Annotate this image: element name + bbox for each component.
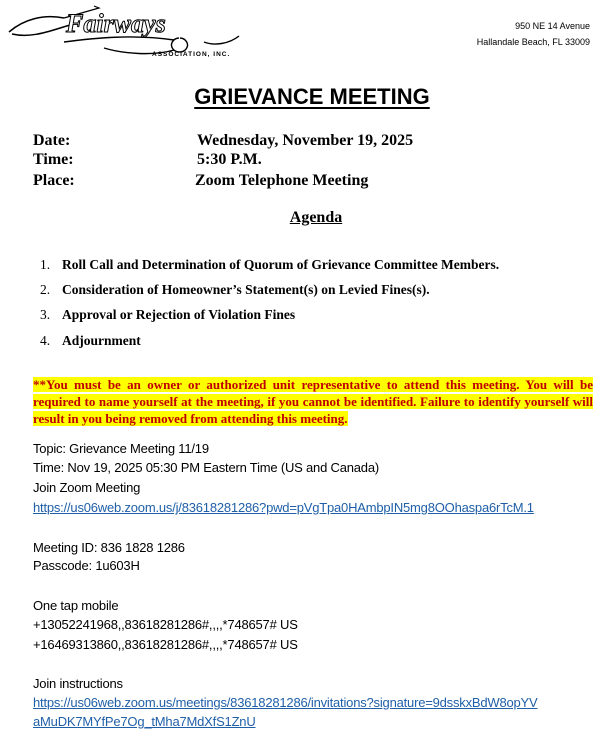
one-tap-label: One tap mobile: [33, 598, 119, 613]
agenda-item-text: Approval or Rejection of Violation Fines: [62, 307, 296, 322]
time-label: Time:: [33, 151, 74, 168]
agenda-item-text: Consideration of Homeowner’s Statement(s) on Levied Fines(s).: [62, 282, 430, 297]
meeting-id: Meeting ID: 836 1828 1286: [33, 540, 185, 555]
agenda-item-text: Adjournment: [62, 333, 141, 348]
agenda-item-text: Roll Call and Determination of Quorum of Grievance Committee Members.: [62, 257, 500, 272]
fairways-royale-logo: [4, 4, 284, 58]
agenda-item: [40, 307, 295, 323]
attendance-notice: [33, 376, 593, 427]
address-street: 950 NE 14 Avenue: [515, 21, 590, 31]
agenda-item-number: 3.: [40, 307, 51, 322]
zoom-topic: Topic: Grievance Meeting 11/19: [33, 441, 209, 456]
one-tap-number-2: +16469313860,,83618281286#,,,,*748657# US: [33, 637, 298, 652]
join-instructions-link-line2[interactable]: aMuDK7MYfPe7Og_tMha7MdXfS1ZnU: [33, 714, 256, 729]
attendance-notice-text: **You must be an owner or authorized unit representative to attend this meeting. You will be required to name yourself at the meeting, if you cannot be identified. Failure to identify yourself will result in you being removed from attending this meeting.: [33, 377, 593, 426]
page-title: GRIEVANCE MEETING: [194, 84, 430, 109]
agenda-item-number: 2.: [40, 282, 51, 297]
date-value: Wednesday, November 19, 2025: [197, 132, 414, 149]
join-zoom-link[interactable]: https://us06web.zoom.us/j/83618281286?pwd=pVgTpa0HAmbpIN5mg8OOhaspa6rTcM.1: [33, 500, 534, 515]
svg-text:Fairways: Fairways: [66, 9, 166, 38]
join-instructions-link-line1[interactable]: https://us06web.zoom.us/meetings/83618281286/invitations?signature=9dsskxBdW8opYV: [33, 695, 538, 710]
passcode: Passcode: 1u603H: [33, 558, 140, 573]
place-value: Zoom Telephone Meeting: [195, 172, 369, 189]
join-zoom-label: Join Zoom Meeting: [33, 480, 141, 495]
agenda-heading: Agenda: [289, 209, 343, 226]
agenda-item: [40, 333, 141, 349]
time-value: 5:30 P.M.: [197, 151, 262, 168]
agenda-item-number: 1.: [40, 257, 51, 272]
zoom-time: Time: Nov 19, 2025 05:30 PM Eastern Time (US and Canada): [33, 460, 379, 475]
agenda-item: [40, 282, 430, 298]
agenda-item-number: 4.: [40, 333, 51, 348]
place-label: Place:: [33, 172, 75, 189]
svg-text:ASSOCIATION, INC.: ASSOCIATION, INC.: [152, 51, 231, 58]
date-label: Date:: [33, 132, 71, 149]
agenda-item: [40, 257, 499, 273]
one-tap-number-1: +13052241968,,83618281286#,,,,*748657# US: [33, 617, 298, 632]
address-city: Hallandale Beach, FL 33009: [476, 37, 590, 47]
join-instructions-label: Join instructions: [33, 676, 123, 691]
